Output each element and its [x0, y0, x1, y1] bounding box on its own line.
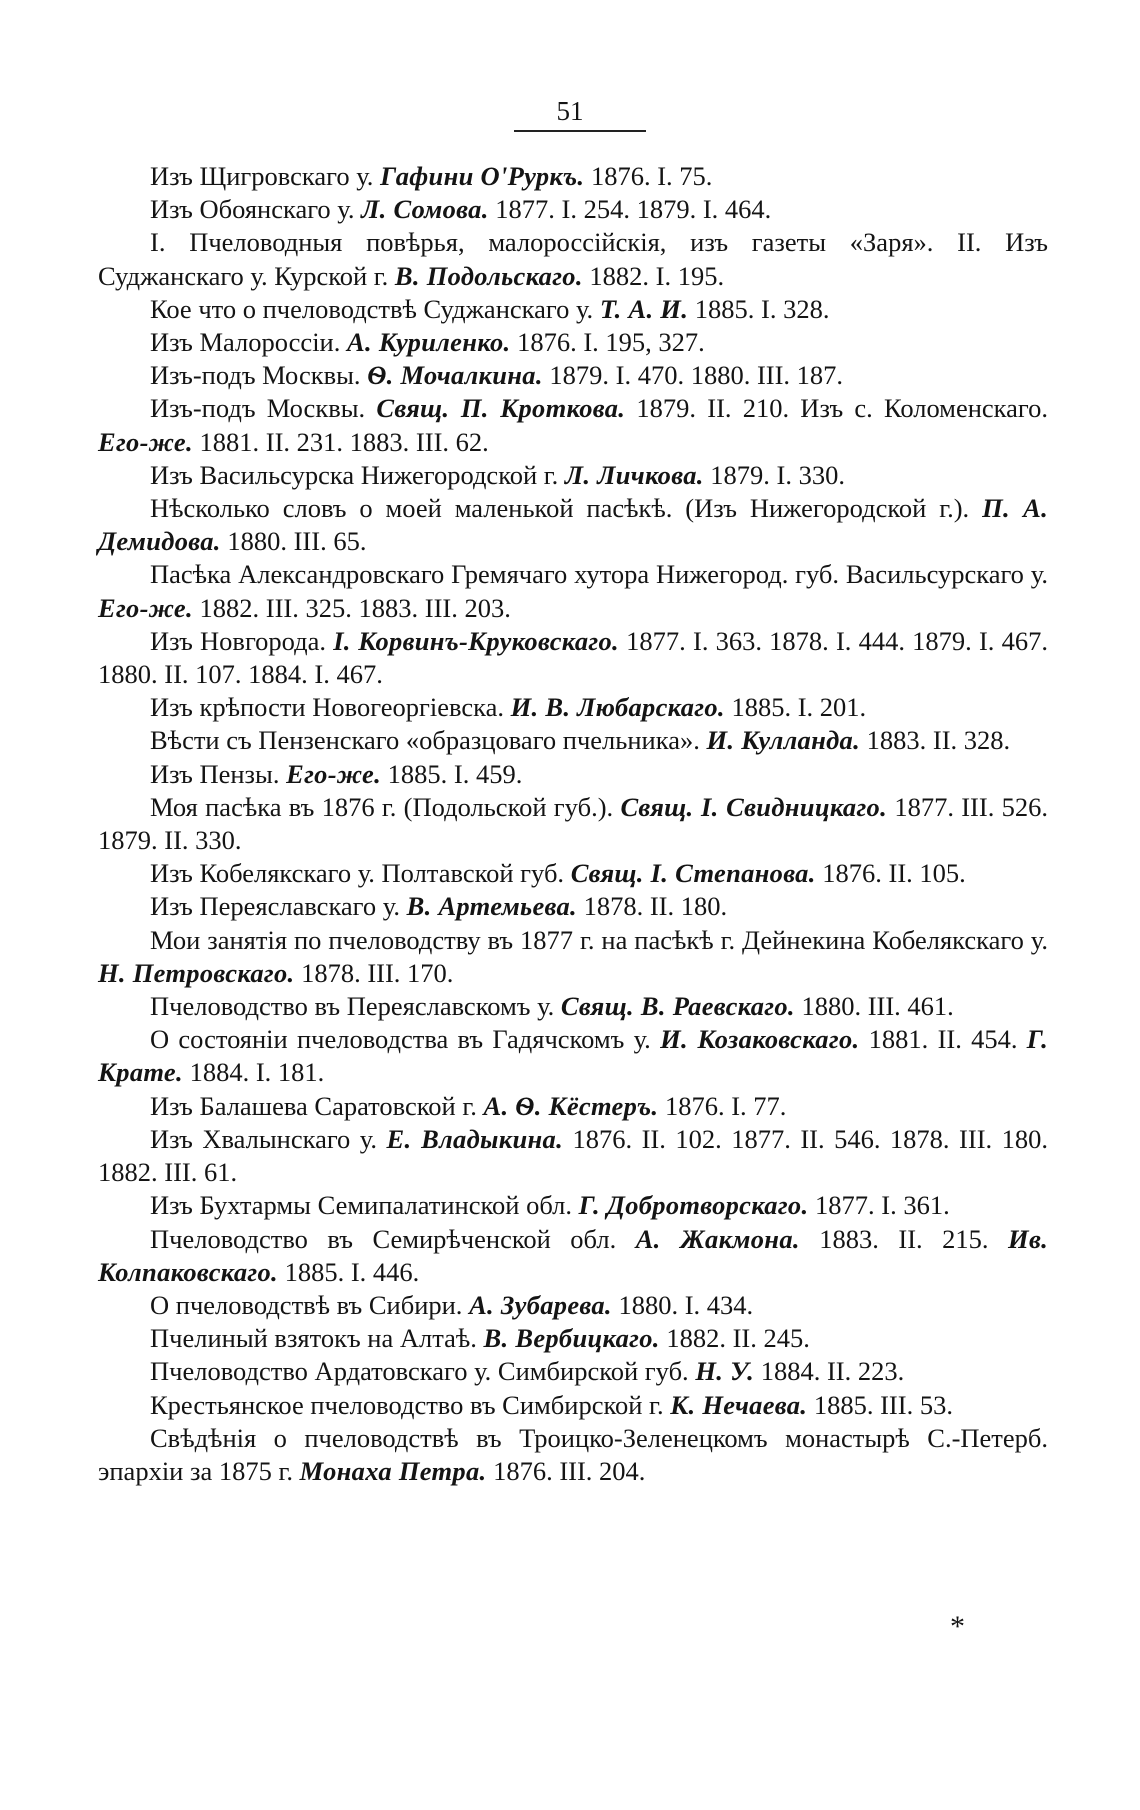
entry-reference: 1883. II. 215. — [799, 1223, 1009, 1254]
entry-title: Изъ Кобелякскаго у. Полтавской губ. — [150, 858, 571, 889]
entry-author: Г. Крате. — [98, 1024, 1048, 1088]
bibliography-entry — [98, 691, 1048, 724]
entry-author: Его-же. — [286, 758, 381, 789]
entry-reference: 1880. I. 434. — [611, 1289, 754, 1320]
entry-author: Монаха Петра. — [299, 1455, 487, 1486]
end-asterisk: * — [950, 1610, 965, 1643]
bibliography-entry — [98, 1389, 1048, 1422]
bibliography-entry — [98, 193, 1048, 226]
bibliography-entry — [98, 1355, 1048, 1388]
bibliography-entry — [98, 326, 1048, 359]
entry-reference: 1881. II. 231. 1883. III. 62. — [192, 426, 489, 457]
entry-reference: 1882. I. 195. — [582, 260, 725, 291]
entry-title: Изъ-подъ Москвы. — [150, 393, 377, 424]
bibliography-entry — [98, 724, 1048, 757]
entry-reference: 1879. I. 470. 1880. III. 187. — [542, 360, 844, 391]
entry-author: А. Куриленко. — [347, 327, 511, 358]
entry-author: Свящ. I. Степанова. — [570, 858, 816, 889]
bibliography-entry — [98, 857, 1048, 890]
bibliography-entry — [98, 392, 1048, 458]
entry-author: Его-же. — [98, 426, 193, 457]
entry-reference: 1885. III. 53. — [807, 1389, 953, 1420]
entry-author: Ив. Колпаковскаго. — [98, 1223, 1049, 1287]
bibliography-entry — [98, 625, 1048, 691]
bibliography-entry — [98, 1123, 1048, 1189]
bibliography-entry — [98, 558, 1048, 624]
entry-reference: 1885. I. 201. — [724, 692, 867, 723]
entry-title: О пчеловодствѣ въ Сибири. — [150, 1289, 470, 1320]
bibliography-entry — [98, 1090, 1048, 1123]
entry-reference: 1878. II. 180. — [576, 891, 728, 922]
entry-title: Изъ Пензы. — [150, 758, 287, 789]
bibliography-entry — [98, 1189, 1048, 1222]
bibliography-entry — [98, 1322, 1048, 1355]
bibliography-entry — [98, 160, 1048, 193]
entry-reference: 1885. I. 459. — [381, 758, 523, 789]
bibliography-list — [98, 160, 1048, 1488]
entry-reference: 1876. II. 102. 1877. II. 546. 1878. III. 180. 1882. III. 61. — [98, 1123, 1048, 1188]
entry-author: Г. Добротворскаго. — [578, 1190, 809, 1221]
entry-title: Изъ Бухтармы Семипалатинской обл. — [150, 1190, 579, 1221]
entry-author: Н. У. — [695, 1356, 755, 1387]
entry-title: О состояніи пчеловодства въ Гадячскомъ у. — [150, 1024, 661, 1055]
entry-title: Нѣсколько словъ о моей маленькой пасѣкѣ. (Изъ Нижегородской г.). — [150, 493, 983, 524]
entry-title: Мои занятія по пчеловодству въ 1877 г. на пасѣкѣ г. Дейнекина Кобелякскаго у. — [150, 924, 1048, 955]
page-number-rule — [514, 130, 646, 132]
entry-title: Изъ Балашева Саратовской г. — [150, 1090, 484, 1121]
entry-reference: 1881. II. 454. — [859, 1024, 1027, 1055]
entry-reference: 1876. I. 195, 327. — [510, 327, 705, 358]
entry-author: И. Козаковскаго. — [660, 1024, 860, 1055]
entry-title: Моя пасѣка въ 1876 г. (Подольской губ.). — [150, 791, 621, 822]
entry-author: Его-же. — [98, 592, 193, 623]
entry-reference: 1877. I. 363. 1878. I. 444. 1879. I. 467. 1880. II. 107. 1884. I. 467. — [98, 625, 1048, 690]
entry-reference: 1876. I. 77. — [658, 1090, 787, 1121]
entry-author: I. Корвинъ-Круковскаго. — [333, 625, 619, 656]
entry-reference: 1884. II. 223. — [754, 1356, 905, 1387]
entry-reference: 1878. III. 170. — [294, 957, 454, 988]
entry-author: Е. Владыкина. — [386, 1123, 563, 1154]
bibliography-entry — [98, 990, 1048, 1023]
entry-title: Пчеловодство Ардатовскаго у. Симбирской губ. — [150, 1356, 696, 1387]
entry-author: Свящ. I. Свидницкаго. — [620, 791, 888, 822]
entry-author: И. Кулланда. — [706, 725, 860, 756]
entry-author: Свящ. П. Кроткова. — [376, 393, 626, 424]
bibliography-entry — [98, 1289, 1048, 1322]
entry-title: Изъ крѣпости Новогеоргіевска. — [150, 692, 511, 723]
entry-author: Ѳ. Мочалкина. — [367, 360, 543, 391]
bibliography-entry — [98, 359, 1048, 392]
entry-reference: 1877. I. 254. 1879. I. 464. — [488, 194, 772, 225]
entry-author: Гафини О'Руркъ. — [380, 161, 585, 191]
entry-author: Л. Личкова. — [564, 459, 704, 490]
entry-reference: 1884. I. 181. — [182, 1057, 325, 1088]
entry-reference: 1880. III. 461. — [794, 991, 954, 1022]
entry-reference: 1885. I. 328. — [688, 293, 830, 324]
entry-author: А. Зубарева. — [469, 1289, 612, 1320]
bibliography-entry — [98, 791, 1048, 857]
entry-author: А. Ѳ. Кёстеръ. — [483, 1090, 659, 1121]
entry-title: Пчеловодство въ Семирѣченской обл. — [150, 1223, 636, 1254]
bibliography-entry — [98, 924, 1048, 990]
entry-reference: 1876. II. 105. — [815, 858, 966, 889]
entry-title: Пчеловодство въ Переяславскомъ у. — [150, 991, 561, 1022]
entry-reference: 1883. II. 328. — [860, 725, 1011, 756]
entry-author: П. А. Демидова. — [98, 493, 1048, 557]
bibliography-entry — [98, 459, 1048, 492]
bibliography-entry — [98, 293, 1048, 326]
entry-title: Изъ Новгорода. — [150, 625, 334, 656]
entry-title: Крестьянское пчеловодство въ Симбирской г. — [150, 1389, 671, 1420]
entry-title: Изъ Щигровскаго у. — [150, 161, 381, 191]
entry-title: Изъ-подъ Москвы. — [150, 360, 368, 391]
entry-author: Свящ. В. Раевскаго. — [560, 991, 795, 1022]
entry-reference: 1876. III. 204. — [486, 1455, 646, 1486]
entry-author: К. Нечаева. — [670, 1389, 808, 1420]
entry-title: Пасѣка Александровскаго Гремячаго хутора Нижегород. губ. Васильсурскаго у. — [150, 559, 1048, 590]
entry-author: Н. Петровскаго. — [98, 957, 295, 988]
bibliography-entry — [98, 226, 1048, 292]
entry-reference: 1885. I. 446. — [277, 1256, 420, 1287]
entry-reference: 1877. I. 361. — [808, 1190, 950, 1221]
entry-reference: 1880. III. 65. — [220, 526, 367, 557]
entry-author: И. В. Любарскаго. — [510, 692, 725, 723]
page-number: 51 — [556, 96, 584, 126]
bibliography-entry — [98, 758, 1048, 791]
entry-title: Свѣдѣнія о пчеловодствѣ въ Троицко-Зеленецкомъ монастырѣ С.-Петерб. эпархіи за 1875 г. — [98, 1422, 1048, 1486]
entry-title: I. Пчеловодныя повѣрья, малороссійскія, изъ газеты «Заря». II. Изъ Суджанскаго у. Курской г. — [98, 227, 1048, 291]
entry-reference: 1879. II. 210. Изъ с. Коломенскаго. — [625, 393, 1048, 424]
entry-reference: 1879. I. 330. — [703, 459, 845, 490]
entry-author: А. Жакмона. — [635, 1223, 800, 1254]
entry-author: В. Вербицкаго. — [483, 1323, 660, 1354]
entry-author: Л. Сомова. — [361, 194, 489, 225]
entry-reference: 1882. II. 245. — [659, 1323, 810, 1354]
entry-reference: 1876. I. 75. — [584, 161, 713, 191]
entry-title: Изъ Хвалынскаго у. — [150, 1123, 387, 1154]
bibliography-entry — [98, 1023, 1048, 1089]
entry-author: Т. А. И. — [599, 293, 689, 324]
entry-title: Изъ Обоянскаго у. — [150, 194, 362, 225]
entry-title: Кое что о пчеловодствѣ Суджанскаго у. — [150, 293, 600, 324]
entry-title: Вѣсти съ Пензенскаго «образцоваго пчельника». — [150, 725, 707, 756]
bibliography-entry — [98, 492, 1048, 558]
entry-reference: 1882. III. 325. 1883. III. 203. — [192, 592, 511, 623]
bibliography-entry — [98, 890, 1048, 923]
bibliography-entry — [98, 1223, 1048, 1289]
entry-title: Пчелиный взятокъ на Алтаѣ. — [150, 1323, 484, 1354]
entry-title: Изъ Малороссіи. — [150, 327, 347, 358]
bibliography-entry — [98, 1422, 1048, 1488]
entry-title: Изъ Переяславскаго у. — [150, 891, 407, 922]
entry-title: Изъ Васильсурска Нижегородской г. — [150, 459, 565, 490]
entry-author: В. Подольскаго. — [394, 260, 583, 291]
entry-reference: 1877. III. 526. 1879. II. 330. — [98, 791, 1048, 856]
entry-author: В. Артемьева. — [406, 891, 577, 922]
